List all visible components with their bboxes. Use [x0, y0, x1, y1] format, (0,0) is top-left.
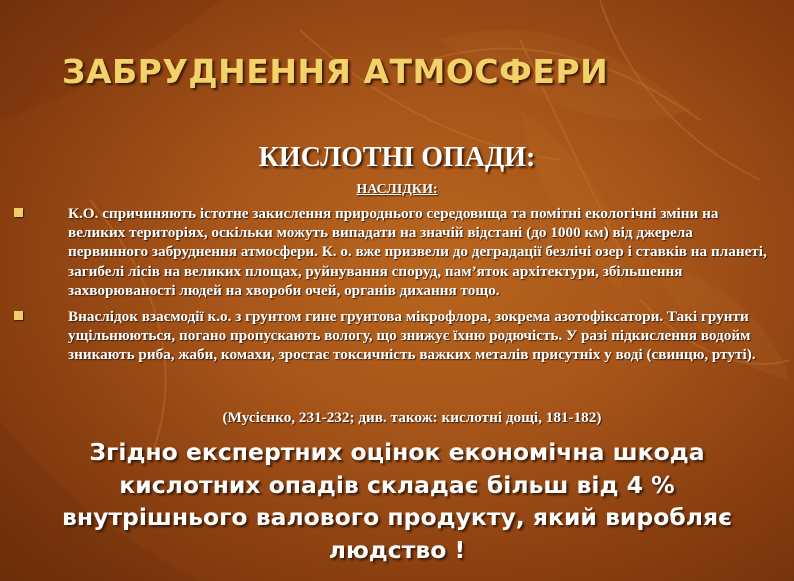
section-title: КИСЛОТНІ ОПАДИ:	[258, 142, 536, 173]
bullet-item	[14, 307, 774, 365]
conclusion-statement: Згідно експертних оцінок економічна шкода кислотних опадів складає більш від 4 % внутрішнього валового продукту, який виробляє людство !	[61, 438, 733, 564]
square-bullet-icon	[14, 311, 23, 320]
citation: (Мусієнко, 231-232; див. також: кислотні дощі, 181-182)	[222, 409, 602, 426]
subheading-consequences: НАСЛІДКИ:	[356, 182, 438, 197]
square-bullet-icon	[14, 208, 23, 217]
bullet-text: Внаслідок взаємодії к.о. з грунтом гине грунтова мікрофлора, зокрема азотофіксатори. Такі грунти ущільнюються, погано пропускають вологу, що знижує їхню родючість. У разі підкислення водойм зникають риба, жаби, комахи, зростає токсичність важких металів присутніх у воді (свинцю, ртуті).	[68, 308, 756, 364]
bullet-text: К.О. спричиняють істотне закислення природнього середовища та помітні екологічні зміни на великих територіях, оскільки можуть випадати на значій відстані (до 1000 км) від джерела первинного забруднення атмосфери. К. о. вже призвели до деградації безлічі озер і ставків на планеті, загибелі лісів на великих площах, руйнування споруд, пам’яток архітектури, збільшення захворюваності людей на хвороби очей, органів дихання тощо.	[68, 205, 767, 299]
slide-title: ЗАБРУДНЕННЯ АТМОСФЕРИ	[62, 52, 609, 91]
bullet-item	[14, 204, 774, 300]
bullet-list	[14, 204, 774, 372]
